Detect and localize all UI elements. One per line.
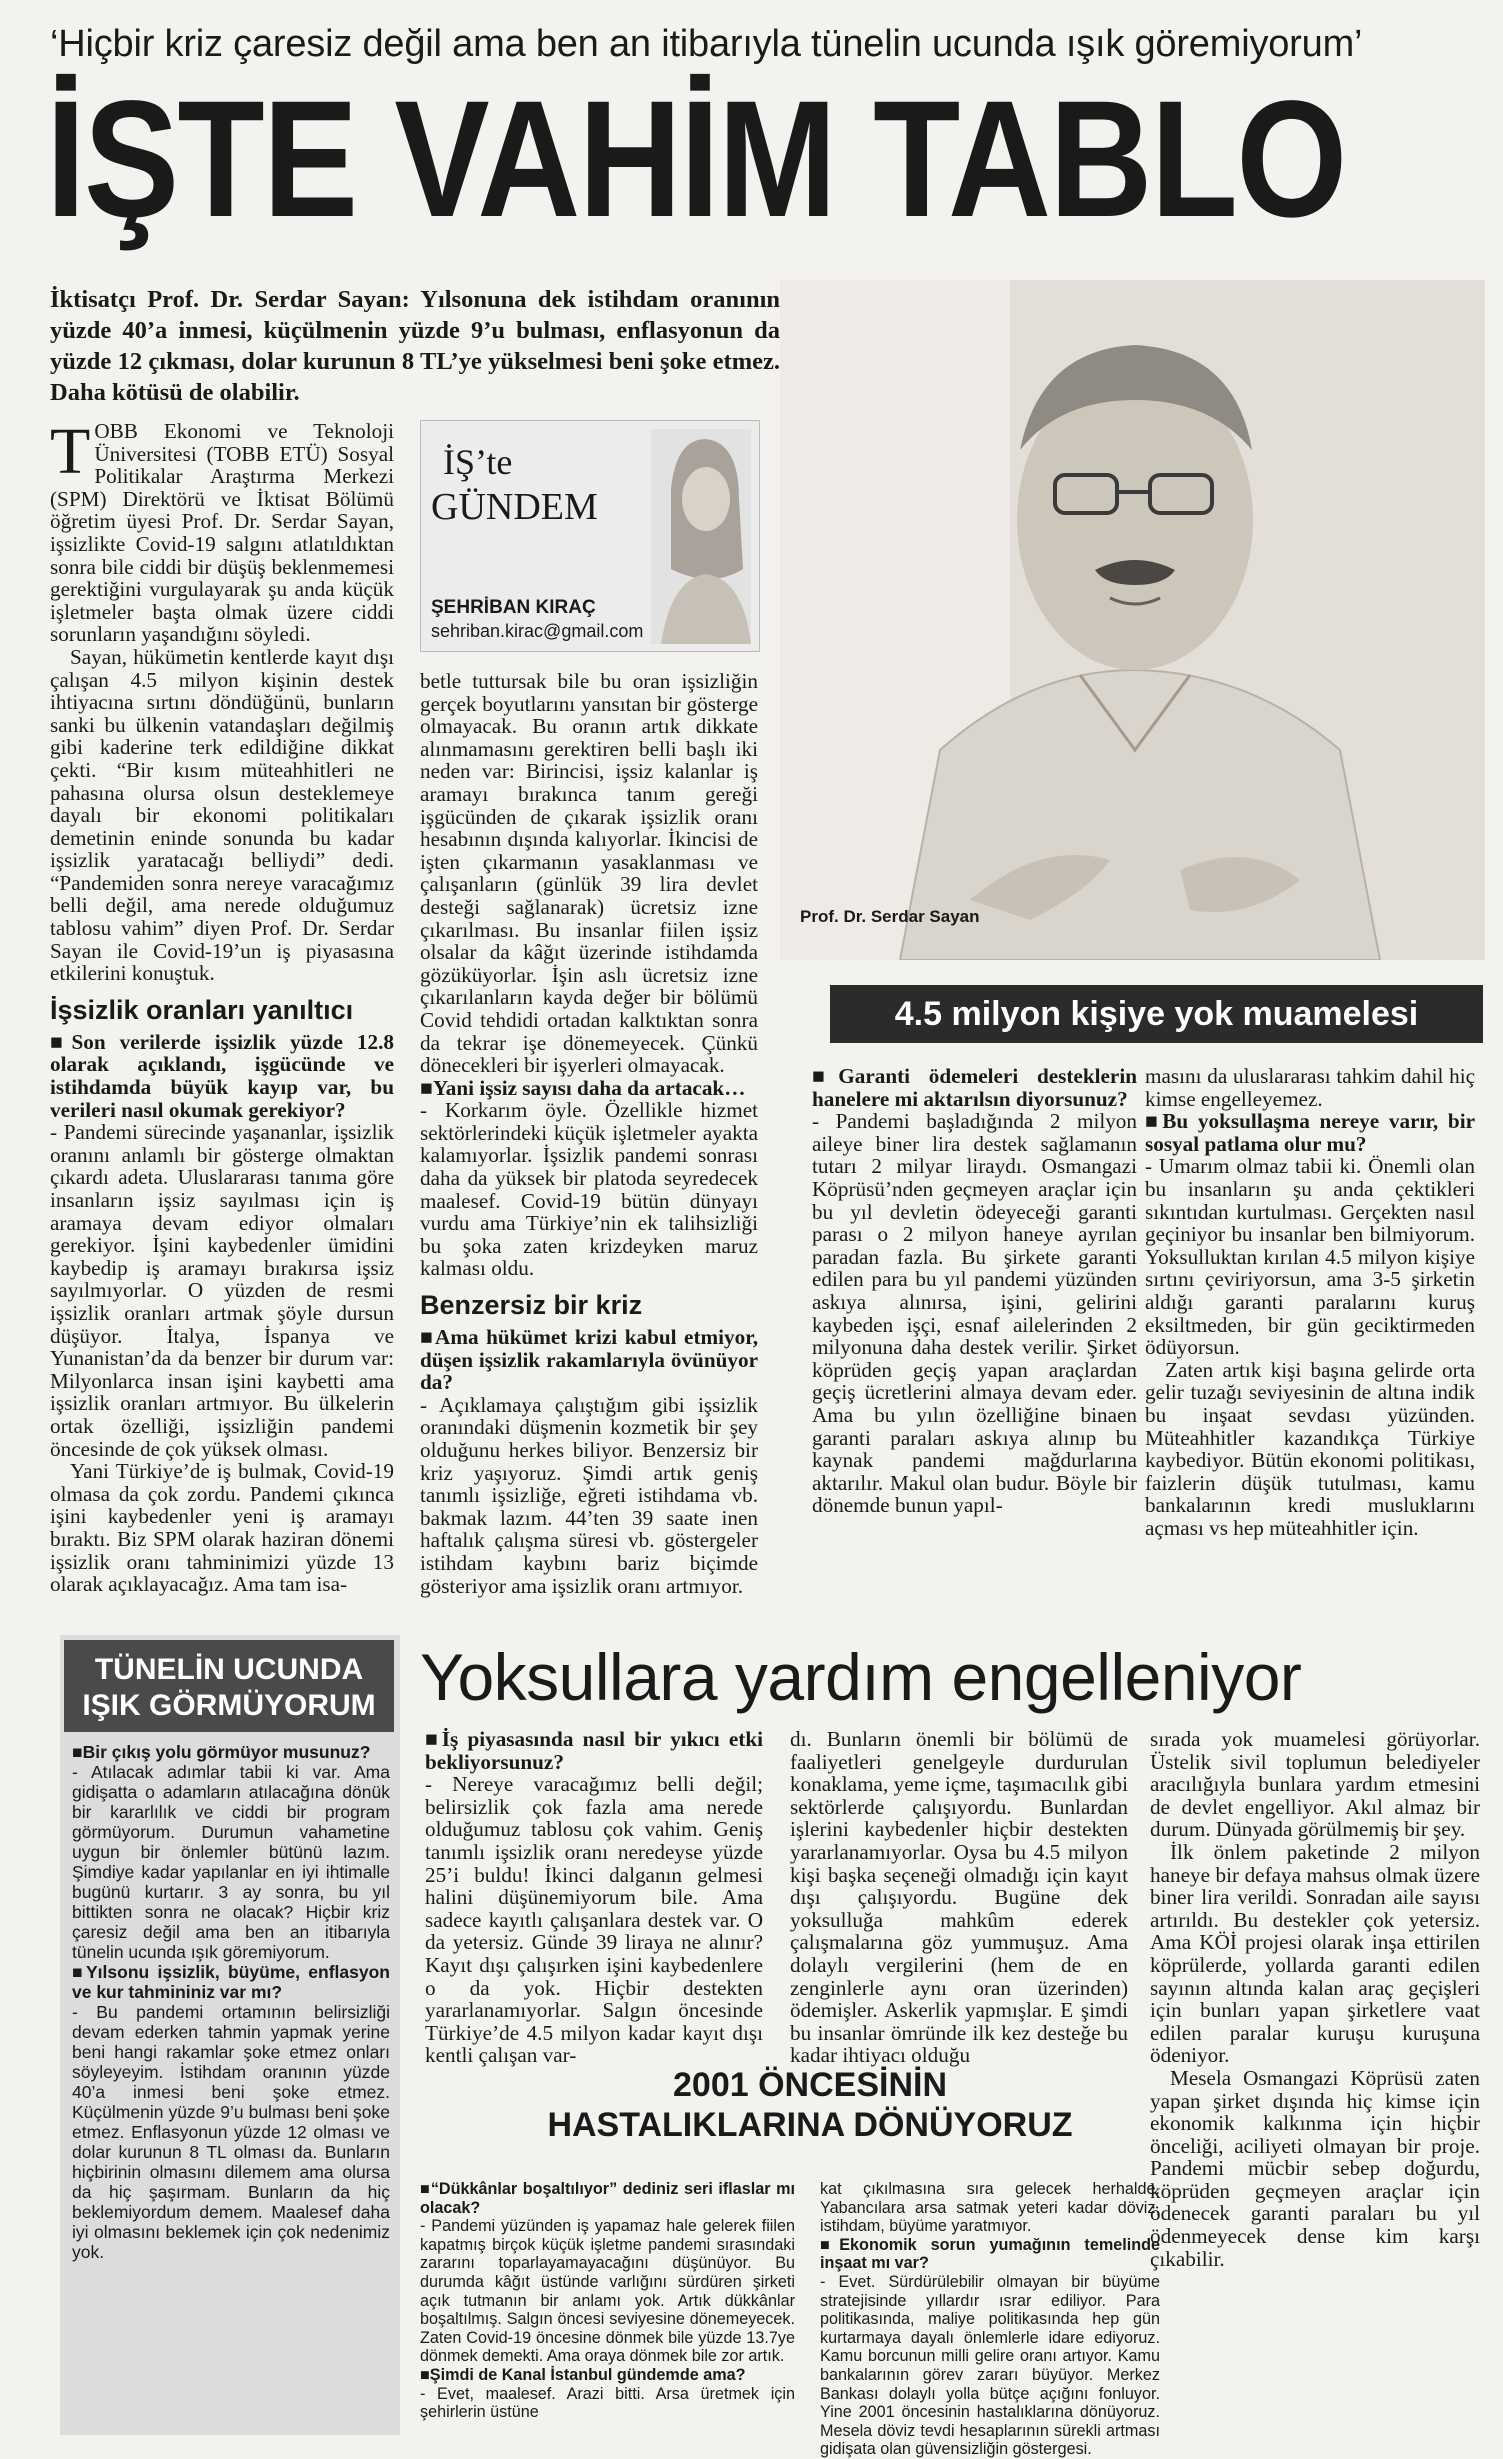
author-photo xyxy=(651,429,751,644)
question: ■ Son verilerde işsizlik yüzde 12.8 olarak açıklandı, işgücünde ve istihdamda büyük kayıp var, bu verileri nasıl okumak gerekiyor? xyxy=(50,1031,394,1121)
portrait-photo xyxy=(780,280,1485,960)
sidebar-title-line1: TÜNELİN UCUNDA xyxy=(94,1653,364,1686)
section-heading: İşsizlik oranları yanıltıcı xyxy=(50,994,354,1025)
answer: - Nereye varacağımız belli değil; belirsizlik çok fazla ama nerede olduğumuz tablosu çok vahim. Geniş tanımlı işsizlik oranı neredeyse yüzde 25’i buldu! İkinci dalganın gelmesi halini düşünemiyorum bile. Ama sadece kayıtlı çalışanlara destek var. O da yetersiz. Günde 39 liraya ne alınır? Kayıt dışı çalışırken işini kaybedenlere o da yok. Hiçbir destekten yararlanamıyorlar. Salgın öncesinde Türkiye’de 4.5 milyon kadar kayıt dışı kentli çalışan var- xyxy=(425,1772,763,2068)
section-heading: Benzersiz bir kriz xyxy=(420,1290,643,1321)
paragraph: Zaten artık kişi başına gelirde orta gelir tuzağı seviyesinin de altına indik bu inşaat sevdası yüzünden. Müteahhitler kazandıkça Türkiye kaybediyor. Bütün ekonomi politikası, faizlerin düşük tutulması, kamu bankalarının kredi musluklarını açması vs hep müteahhitler için. xyxy=(1145,1357,1475,1540)
answer: - Atılacak adımlar tabii ki var. Ama gidişatta o adamların atılacağına dönük bir kararlılık ve ciddi bir program görmüyorum. Durumun vahametine uygun bir önlemler bütünü lazım. Şimdiye kadar yapılanlar en iyi ihtimalle bugünü kurtarır. 3 ay sonra, bu yıl bittikten sonra ne olacak? Hiçbir kriz çaresiz değil ama ben an itibarıyla tünelin ucunda ışık göremiyorum. xyxy=(72,1762,390,1962)
answer: - Bu pandemi ortamının belirsizliği devam ederken tahmin yapmak yerine beni hangi rakamlar şoke etmez onları söyleyeyim. İstihdam oranının yüzde 40’a inmesi beni şoke etmez. Küçülmenin yüzde 9’u bulması beni şoke etmez. Enflasyonun yüzde 12 olması ve dolar kurunun 8 TL olması da. Bunların hiçbirinin olmasını dilemem ama olursa da hiç şaşırmam. Bunların da hiç beklemiyordum demem. Maalesef daha iyi olmasını beklemek için çok nedenimiz yok. xyxy=(72,2002,390,2262)
paragraph: Yani Türkiye’de iş bulmak, Covid-19 olmasa da çok zordu. Pandemi çıkınca işini kaybedenler yeni iş aramayı bıraktı. Biz SPM olarak haziran dönemi işsizlik oranı tahminimizi yüzde 13 olarak açıklayacağız. Ama tam isa- xyxy=(50,1459,394,1597)
question: ■ Garanti ödemeleri desteklerin hanelere mi aktarılsın diyorsunuz? xyxy=(812,1065,1137,1110)
answer: - Açıklamaya çalıştığım gibi işsizlik oranındaki düşmenin kozmetik bir şey olduğunu herkes biliyor. Benzersiz bir kriz yaşıyoruz. Şimdi artık geniş tanımlı işsizliğe, eğreti istihdama vb. bakmak lazım. 44’ten 39 saate inen haftalık çalışma süresi vb. göstergeler istihdam kaybını bariz biçimde gösteriyor ama işsizlik oranı artmıyor. xyxy=(420,1392,758,1598)
paragraph: Sayan, hükümetin kentlerde kayıt dışı çalışan 4.5 milyon kişinin destek ihtiyacına sırtını döndüğünü, bunların sanki bu ülkenin vatandaşları değilmiş gibi kaderine terk edildiğine dikkat çekti. “Bir kısım müteahhitleri ne pahasına olursa olsun desteklemeye dayalı bir ekonomi politikaları demetinin eninde sonunda bu kadar işsizlik yaratacağı belliydi” dedi. “Pandemiden sonra nereye varacağımız belli değil, ama nerede olduğumuz tablosu vahim” diyen Prof. Dr. Serdar Sayan ile Covid-19’un iş piyasasına etkilerini konuştuk. xyxy=(50,644,394,986)
column-logo-box xyxy=(420,420,760,652)
column-6 xyxy=(790,1728,1128,2067)
column-email: sehriban.kirac@gmail.com xyxy=(431,621,644,641)
deck: İktisatçı Prof. Dr. Serdar Sayan: Yılsonuna dek istihdam oranının yüzde 40’a inmesi, küçülmenin yüzde 9’u bulması, enflasyonun da yüzde 12 çıkması, dolar kurunun 8 TL’ye yükselmesi beni şoke etmez. Daha kötüsü de olabilir. xyxy=(50,286,780,406)
paragraph: İlk önlem paketinde 2 milyon haneye bir defaya mahsus olmak üzere biner lira verildi. Sonradan aile sayısı artırıldı. Bu destekler çok yetersiz. Ama KÖİ projesi olarak inşa ettirilen köprülerde, yollarda garanti edilen sayının altında kalan araç geçişleri için bunları yapan şirketlere vaat edilen paralar kuruşu kuruşuna ödeniyor. xyxy=(1150,1839,1480,2068)
paragraph: sırada yok muamelesi görüyorlar. Üstelik sivil toplumun belediyeler aracılığıyla bunlara yardım etmesini de devlet engelliyor. Akıl almaz bir durum. Dünyada görülmemiş bir şey. xyxy=(1150,1727,1480,1842)
column-author: ŞEHRİBAN KIRAÇ xyxy=(431,597,596,618)
column-logo-line2: GÜNDEM xyxy=(431,486,598,528)
photo-caption: Prof. Dr. Serdar Sayan xyxy=(800,907,980,926)
question: ■ Yılsonu işsizlik, büyüme, enflasyon ve kur tahmininiz var mı? xyxy=(72,1962,390,2002)
section-band-title: 4.5 milyon kişiye yok muamelesi xyxy=(830,985,1483,1043)
question: ■ Bu yoksullaşma nereye varır, bir sosyal patlama olur mu? xyxy=(1145,1110,1475,1155)
answer: - Evet, maalesef. Arazi bitti. Arsa üretmek için şehirlerin üstüne xyxy=(420,2384,795,2422)
answer: - Korkarım öyle. Özellikle hizmet sektörlerindeki küçük işletmeler ayakta kalamıyorlar. İşsizlik pandemi sonrası daha da yüksek bir platoda seyredecek maalesef. Covid-19 bütün dünyayı vurdu ama Türkiye’nin ek talihsizliği bu şoka zaten krizdeyken maruz kalması oldu. xyxy=(420,1098,758,1281)
bottom-left-column xyxy=(420,2180,795,2422)
column-7 xyxy=(1150,1728,1480,2270)
kicker: ‘Hiçbir kriz çaresiz değil ama ben an itibarıyla tünelin ucunda ışık göremiyorum’ xyxy=(50,23,1363,65)
paragraph: kat çıkılmasına sıra gelecek herhalde. Yabancılara arsa satmak yeteri kadar döviz, istihdam, büyüme yaratmıyor. xyxy=(820,2180,1160,2236)
column-logo-line1: İŞ’te xyxy=(443,442,513,482)
question: ■ Yani işsiz sayısı daha da artacak… xyxy=(420,1077,758,1100)
question: ■ Bir çıkış yolu görmüyor musunuz? xyxy=(72,1742,390,1762)
intro-paragraph: TOBB Ekonomi ve Teknoloji Üniversitesi (TOBB ETÜ) Sosyal Politikalar Araştırma Merkezi (SPM) Direktörü ve İktisat Bölümü öğretim üyesi Prof. Dr. Serdar Sayan, işsizlikte Covid-19 salgını atlatıldıktan sonra bile ciddi bir düşüş beklenmemesi gerektiğini vurgulayarak şu anda küçük işletmeler başta olmak üzere ciddi sorunların yaşandığını söyledi. xyxy=(50,415,394,647)
headline: İŞTE VAHİM TABLO xyxy=(46,67,1346,252)
column-4 xyxy=(1145,1065,1475,1539)
sidebar-title xyxy=(64,1640,394,1732)
subheadline: Yoksullara yardım engelleniyor xyxy=(420,1640,1302,1714)
column-2 xyxy=(420,670,758,1597)
question: ■ “Dükkânlar boşaltılıyor” dediniz seri iflaslar mı olacak? xyxy=(420,2180,795,2217)
answer: - Evet. Sürdürülebilir olmayan bir büyüme stratejisinde yıllardır ısrar ediliyor. Para politikasında, maliye politikasında hep gün kurtarmaya dayalı önlemlerle idare ediyoruz. Kamu borcunun milli gelire oranı artıyor. Kamu bankalarının görev zararı büyüyor. Merkez Bankası dolaylı yolla bütçe açığını fonluyor. Yine 2001 öncesinin hastalıklarına dönüyoruz. Mesela döviz tevdi hesaplarının sürekli artması gidişata olan güvensizliğin göstergesi. xyxy=(820,2272,1160,2459)
mid-headline-line2: HASTALIKLARINA DÖNÜYORUZ xyxy=(547,2106,1073,2144)
answer: - Pandemi yüzünden iş yapamaz hale gelerek fiilen kapatmış birçok küçük işletme pandemi sırasındaki zararını toparlayamayacağını düşünüyor. Bu durumda kâğıt üstünde varlığını sürdüren şirketi açık tutmanın bir anlamı yok. Artık dükkânlar boşaltılmış. Salgın öncesi seviyesine dönemeyecek. Zaten Covid-19 öncesine dönmek bile yüzde 13.7ye dönmek demekti. Ama oraya dönmek bile zor artık. xyxy=(420,2217,795,2366)
paragraph: betle tuttursak bile bu oran işsizliğin gerçek boyutlarını yansıtan bir gösterge olmayacak. Bu oranın artık dikkate alınmamasını gerektiren belli başlı iki neden var: Birincisi, işsiz kalanlar iş aramayı bırakınca tanım gereği işgücünden de çıkarak işsizlik oranı hesabının dışında kalıyorlar. İkincisi de işten çıkarmanın yasaklanması ve çalışanların (günlük 39 lira devlet desteği sağlanarak) ücretsiz izne çıkarılması. Bu insanlar fiilen işsiz olsalar da kâğıt üzerinde istihdamda gözüküyorlar. İşin aslı ücretsiz izne çıkarılanların kayda değer bir bölümü Covid tehdidi ortadan kalktıktan sonra da tekrar işe dönemeyecek. Çünkü dönecekleri bir işyerleri olmayacak. xyxy=(420,669,758,1078)
mid-headline xyxy=(470,2065,1150,2145)
sidebar-title-line2: IŞIK GÖRMÜYORUM xyxy=(82,1689,376,1722)
question: ■ Şimdi de Kanal İstanbul gündemde ama? xyxy=(420,2366,795,2385)
answer: - Pandemi sürecinde yaşananlar, işsizlik oranını anlamlı bir gösterge olmaktan çıkardı adeta. Uluslararası tanıma göre insanların işsiz sayılması için iş aramaya devam ediyor olmaları gerekiyor. İşini kaybedenler ümidini kaybedip iş aramayı bırakırsa işsiz sayılmıyorlar. O yüzden de resmi işsizlik oranları artmak şöyle dursun düşüyor. İtalya, İspanya ve Yunanistan’da da benzer bir durum var: Milyonlarca insan işini kaybetti ama işsizlik oranları artmıyor. Bu ülkelerin ortak özelliği, işsizliğin pandemi öncesinde de çok yüksek olması. xyxy=(50,1120,394,1461)
question: ■ İş piyasasında nasıl bir yıkıcı etki bekliyorsunuz? xyxy=(425,1728,763,1773)
bottom-right-column xyxy=(820,2180,1160,2459)
paragraph: masını da uluslararası tahkim dahil hiç kimse engelleyemez. xyxy=(1145,1064,1475,1111)
sidebar-text xyxy=(72,1742,390,2262)
column-5 xyxy=(425,1728,763,2067)
mid-headline-line1: 2001 ÖNCESİNİN xyxy=(673,2066,947,2104)
answer: - Umarım olmaz tabii ki. Önemli olan bu insanların şu anda çektikleri sıkıntıdan kurtulması. Gerçekten nasıl geçiniyor bu insanlar ben bilmiyorum. Yoksulluktan kırılan 4.5 milyon kişiye sırtını çeviriyorsun, ama 3-5 şirketin aldığı garanti paralarını kuruş eksiltmeden, bir gün geciktirmeden ödüyorsun. xyxy=(1145,1154,1475,1360)
column-3 xyxy=(812,1065,1137,1517)
paragraph: Mesela Osmangazi Köprüsü zaten yapan şirket dışında hiç kimse için ekonomik kalkınma için hiçbir önceliği, aciliyeti olmayan bir proje. Pandemi mücbir sebep doğurdu, köprüden geçmeyen araçlar için ödenecek garanti paraları bu yıl ödenmeyecek dense kim karşı çıkabilir. xyxy=(1150,2065,1480,2271)
answer: - Pandemi başladığında 2 milyon aileye biner lira destek sağlamanın tutarı 2 milyar liraydı. Osmangazi Köprüsü’nden geçmeyen araçlar için bu yıl devletin ödeyeceği garanti parası o 2 milyon haneye ayrılan paradan fazla. Bu şirkete garanti edilen para bu yıl pandemi yüzünden askıya alınırsa, işini, gelirini kaybeden işçi, esnaf ailelerinden 2 milyonuna daha destek verilir. Şirket köprüden geçiş yapan araçlardan geçiş ücretlerini almaya devam eder. Ama bu yılın özelliğine binaen garanti paraları askıya alınıp bu kaynak pandemi mağdurlarına aktarılır. Makul olan budur. Böyle bir dönemde bunun yapıl- xyxy=(812,1109,1137,1518)
column-1 xyxy=(50,415,394,1597)
paragraph: dı. Bunların önemli bir bölümü de faaliyetleri genelgeyle durdurulan konaklama, yeme içme, taşımacılık gibi sektörlerde çalışıyordu. Bunlardan işlerini kaybedenler hiçbir destekten yararlanamıyorlar. Oysa bu 4.5 milyon kişi başka seçeneği olmadığı için kayıt dışı çalışıyordu. Bugüne dek yoksulluğa mahkûm ederek çalışmalarına göz yummuşuz. Ama dolaylı vergilerini (hem de en zenginlerle aynı oran üzerinden) ödemişler. Askerlik yapmışlar. E şimdi bu insanlar ömründe ilk kez desteğe bu kadar ihtiyacı olduğu xyxy=(790,1727,1128,2068)
question: ■ Ekonomik sorun yumağının temelinde inşaat mı var? xyxy=(820,2236,1160,2273)
question: ■ Ama hükümet krizi kabul etmiyor, düşen işsizlik rakamlarıyla övünüyor da? xyxy=(420,1326,758,1394)
